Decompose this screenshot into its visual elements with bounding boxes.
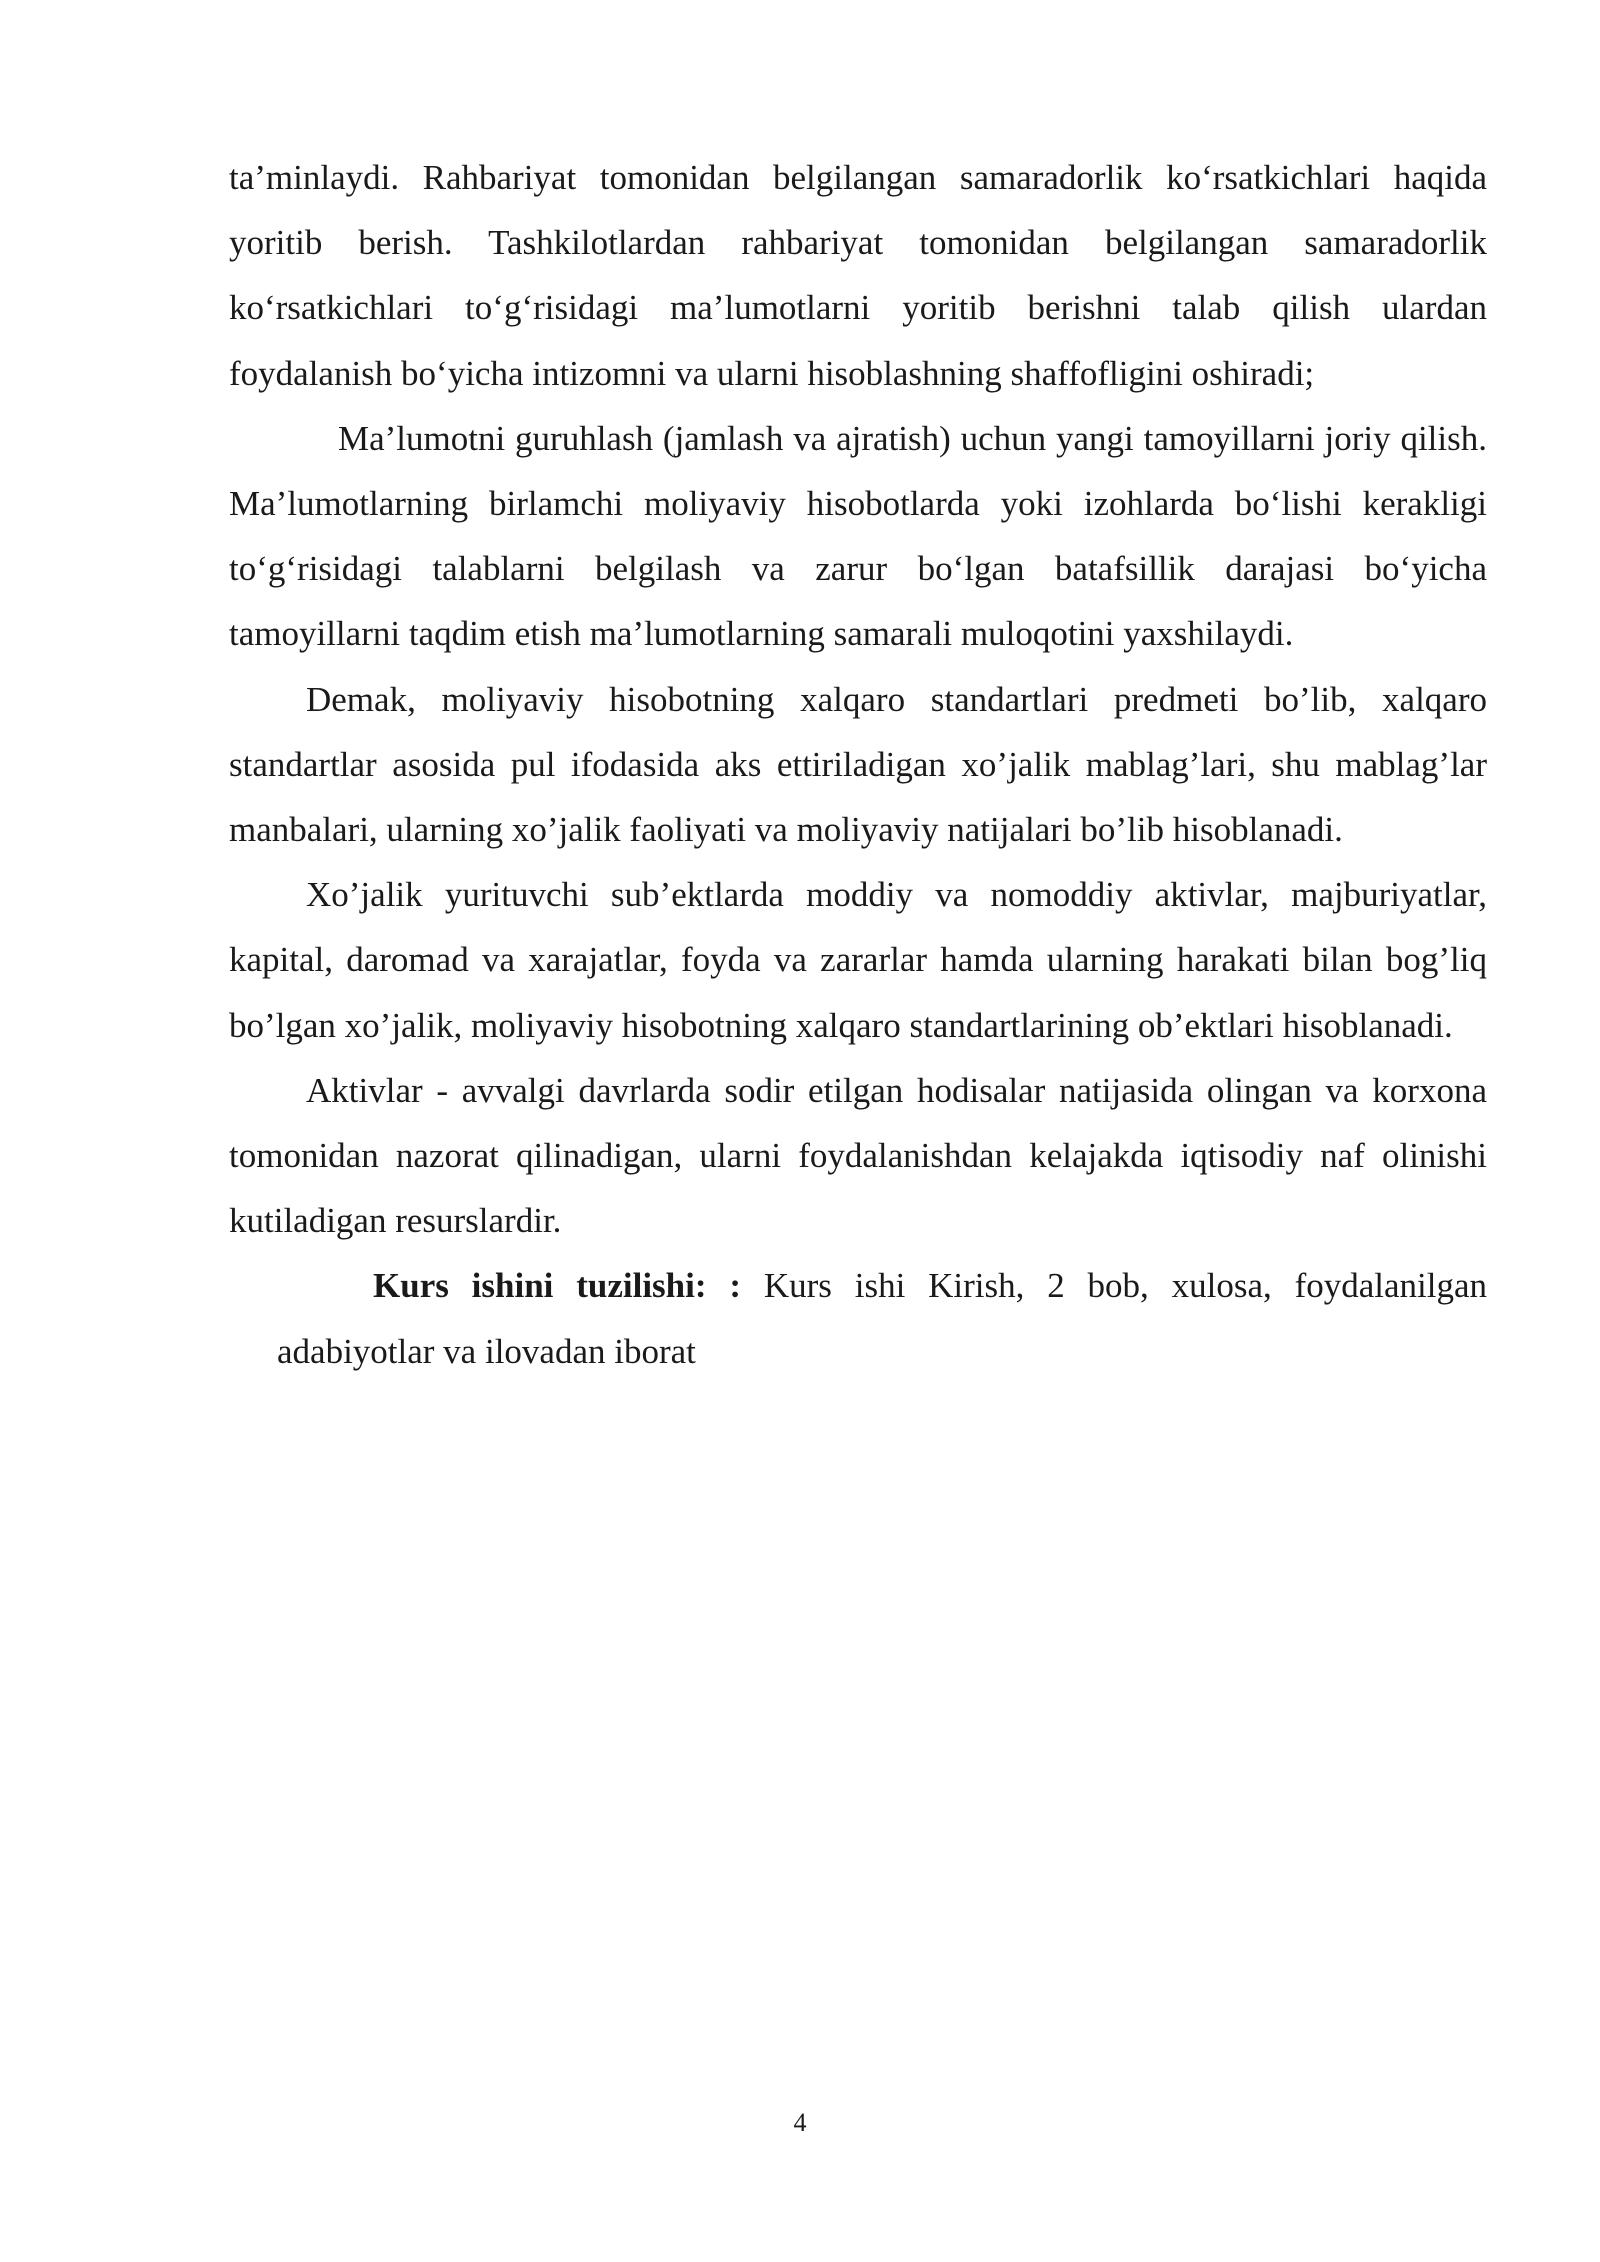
structure-heading: Kurs ishini tuzilishi: : [373, 1266, 742, 1306]
paragraph-5: Aktivlar - avvalgi davrlarda sodir etilgan hodisalar natijasida olingan va korxona tomonidan nazorat qilinadigan, ularni foydalanishdan kelajakda iqtisodiy naf olinishi kutiladigan resurslardir. [229, 1070, 1487, 1241]
page-number: 4 [793, 2108, 807, 2137]
document-body [229, 145, 1487, 1384]
paragraph-2: Ma’lumotni guruhlash (jamlash va ajratish) uchun yangi tamoyillarni joriy qilish. Ma’lumotlarning birlamchi moliyaviy hisobotlarda yoki izohlarda bo‘lishi kerakligi to‘g‘risidagi talablarni belgilash va zarur bo‘lgan batafsillik darajasi bo‘yicha tamoyillarni taqdim etish ma’lumotlarning samarali muloqotini yaxshilaydi. [229, 418, 1487, 654]
structure-text: Kurs ishi Kirish, 2 bob, xulosa, foydalanilgan adabiyotlar va ilovadan iborat [277, 1266, 1487, 1371]
paragraph-1: ta’minlaydi. Rahbariyat tomonidan belgilangan samaradorlik ko‘rsatkichlari haqida yoritib berish. Tashkilotlardan rahbariyat tomonidan belgilangan samaradorlik ko‘rsatkichlari to‘g‘risidagi ma’lumotlarni yoritib berishni talab qilish ulardan foydalanish bo‘yicha intizomni va ularni hisoblashning shaffofligini oshiradi; [229, 158, 1487, 393]
paragraph-3: Demak, moliyaviy hisobotning xalqaro standartlari predmeti bo’lib, xalqaro standartlar asosida pul ifodasida aks ettiriladigan xo’jalik mablag’lari, shu mablag’lar manbalari, ularning xo’jalik faoliyati va moliyaviy natijalari bo’lib hisoblanadi. [229, 679, 1487, 850]
structure-paragraph [229, 1253, 1487, 1383]
paragraph-4: Xo’jalik yurituvchi sub’ektlarda moddiy va nomoddiy aktivlar, majburiyatlar, kapital, daromad va xarajatlar, foyda va zararlar hamda ularning harakati bilan bog’liq bo’lgan xo’jalik, moliyaviy hisobotning xalqaro standartlarining ob’ektlari hisoblanadi. [229, 875, 1487, 1045]
